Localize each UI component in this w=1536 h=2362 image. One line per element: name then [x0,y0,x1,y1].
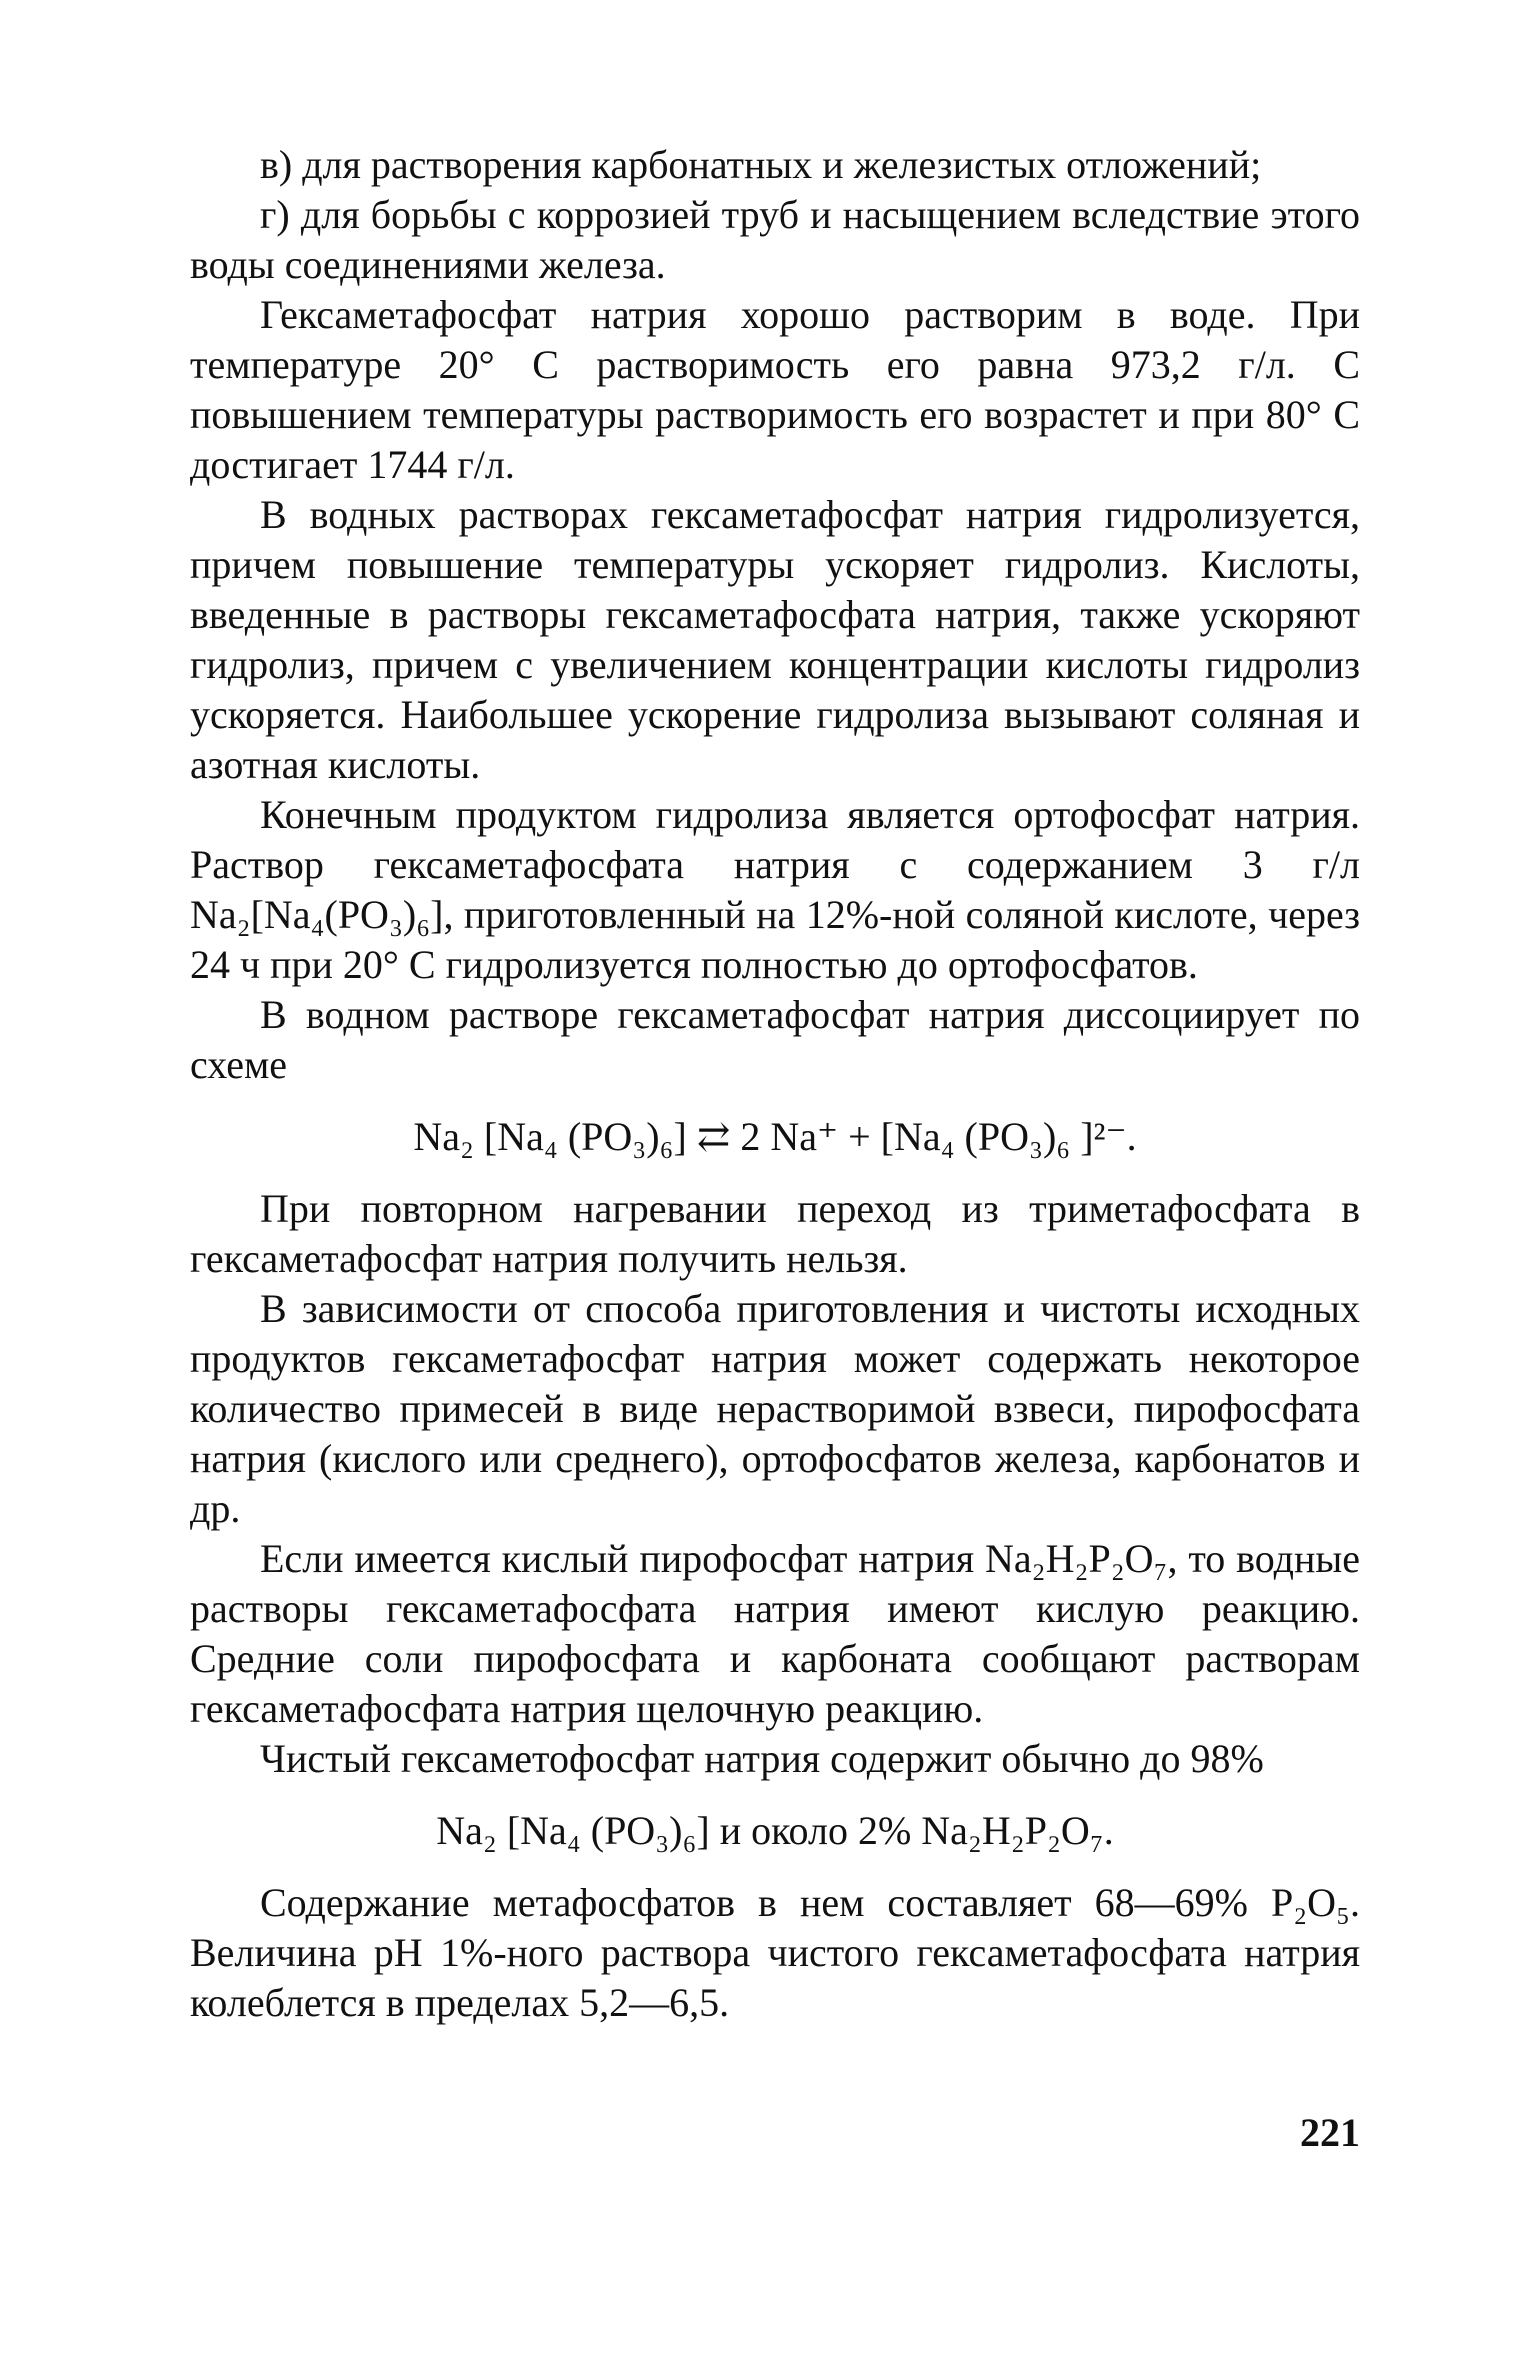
paragraph-2: г) для борьбы с коррозией труб и насыщением вследствие этого воды соединениями железа. [190,192,1360,287]
page-number: 221 [1300,2110,1360,2155]
paragraph-11: Содержание метафосфатов в нем составляет 68—69% P₂O₅. Величина pH 1%-ного раствора чистого гексаметафосфата натрия колеблется в пределах 5,2—6,5. [190,1880,1360,2025]
paragraph-7: При повторном нагревании переход из триметафосфата в гексаметафосфат натрия получить нельзя. [190,1186,1360,1281]
paragraph-3: Гексаметафосфат натрия хорошо растворим в воде. При температуре 20° С растворимость его равна 973,2 г/л. С повышением температуры растворимость его возрастет и при 80° С достигает 1744 г/л. [190,292,1360,487]
paragraph-6: В водном растворе гексаметафосфат натрия диссоциирует по схеме [190,992,1360,1087]
paragraph-9: Если имеется кислый пирофосфат натрия Na₂H₂P₂O₇, то водные растворы гексаметафосфата натрия имеют кислую реакцию. Средние соли пирофосфата и карбоната сообщают растворам гексаметафосфата натрия щелочную реакцию. [190,1536,1360,1731]
page-body [190,140,1360,2028]
composition-formula: Na₂ [Na₄ (PO₃)₆] и около 2% Na₂H₂P₂O₇. [436,1808,1114,1853]
paragraph-1: в) для растворения карбонатных и железистых отложений; [260,142,1262,187]
dissociation-formula: Na₂ [Na₄ (PO₃)₆] ⇄ 2 Na⁺ + [Na₄ (PO₃)₆ ]²⁻. [413,1114,1137,1159]
paragraph-5: Конечным продуктом гидролиза является ортофосфат натрия. Раствор гексаметафосфата натрия с содержанием 3 г/л Na₂[Na₄(PO₃)₆], приготовленный на 12%-ной соляной кислоте, через 24 ч при 20° С гидролизуется полностью до ортофосфатов. [190,792,1360,987]
paragraph-10: Чистый гексаметофосфат натрия содержит обычно до 98% [260,1736,1264,1781]
paragraph-8: В зависимости от способа приготовления и чистоты исходных продуктов гексаметафосфат натрия может содержать некоторое количество примесей в виде нерастворимой взвеси, пирофосфата натрия (кислого или среднего), ортофосфатов железа, карбонатов и др. [190,1286,1360,1531]
paragraph-4: В водных растворах гексаметафосфат натрия гидролизуется, причем повышение температуры ускоряет гидролиз. Кислоты, введенные в растворы гексаметафосфата натрия, также ускоряют гидролиз, причем с увеличением концентрации кислоты гидролиз ускоряется. Наибольшее ускорение гидролиза вызывают соляная и азотная кислоты. [190,492,1360,787]
